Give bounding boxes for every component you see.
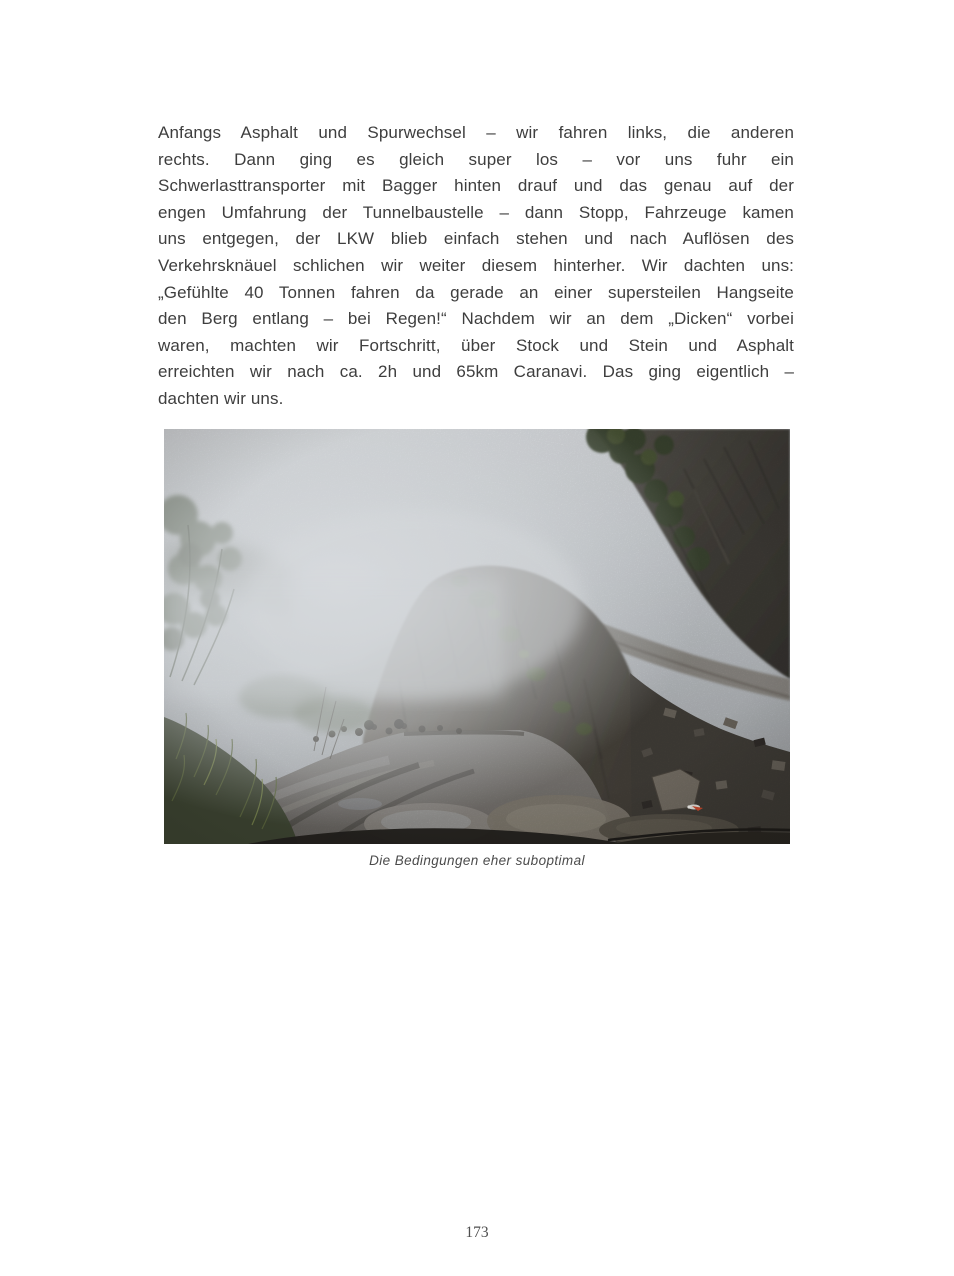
vignette [164, 429, 790, 844]
paragraph-line: Schwerlasttransporter mit Bagger hinten drauf und das genau auf der [158, 176, 794, 196]
paragraph-line: waren, machten wir Fortschritt, über Stock und Stein und Asphalt [158, 335, 794, 355]
page-number: 173 [465, 1224, 489, 1241]
body-paragraph [158, 120, 794, 413]
paragraph-line: engen Umfahrung der Tunnelbaustelle – dann Stopp, Fahrzeuge kamen [158, 202, 794, 222]
figure-caption: Die Bedingungen eher suboptimal [369, 853, 585, 868]
paragraph-line: den Berg entlang – bei Regen!“ Nachdem wir an dem „Dicken“ vorbei [158, 309, 794, 329]
road-photo [164, 429, 790, 844]
figure [164, 429, 790, 868]
paragraph-line: erreichten wir nach ca. 2h und 65km Caranavi. Das ging eigentlich – [158, 362, 794, 382]
paragraph-line: rechts. Dann ging es gleich super los – vor uns fuhr ein [158, 149, 794, 169]
paragraph-line: dachten wir uns. [158, 388, 284, 408]
paragraph-line: uns entgegen, der LKW blieb einfach stehen und nach Auflösen des [158, 229, 794, 249]
paragraph-line: Verkehrsknäuel schlichen wir weiter diesem hinterher. Wir dachten uns: [158, 255, 794, 275]
paragraph-line: Anfangs Asphalt und Spurwechsel – wir fahren links, die anderen [158, 123, 794, 142]
foggy-road-photo-illustration [164, 429, 790, 844]
paragraph-line: „Gefühlte 40 Tonnen fahren da gerade an einer supersteilen Hangseite [158, 282, 794, 302]
